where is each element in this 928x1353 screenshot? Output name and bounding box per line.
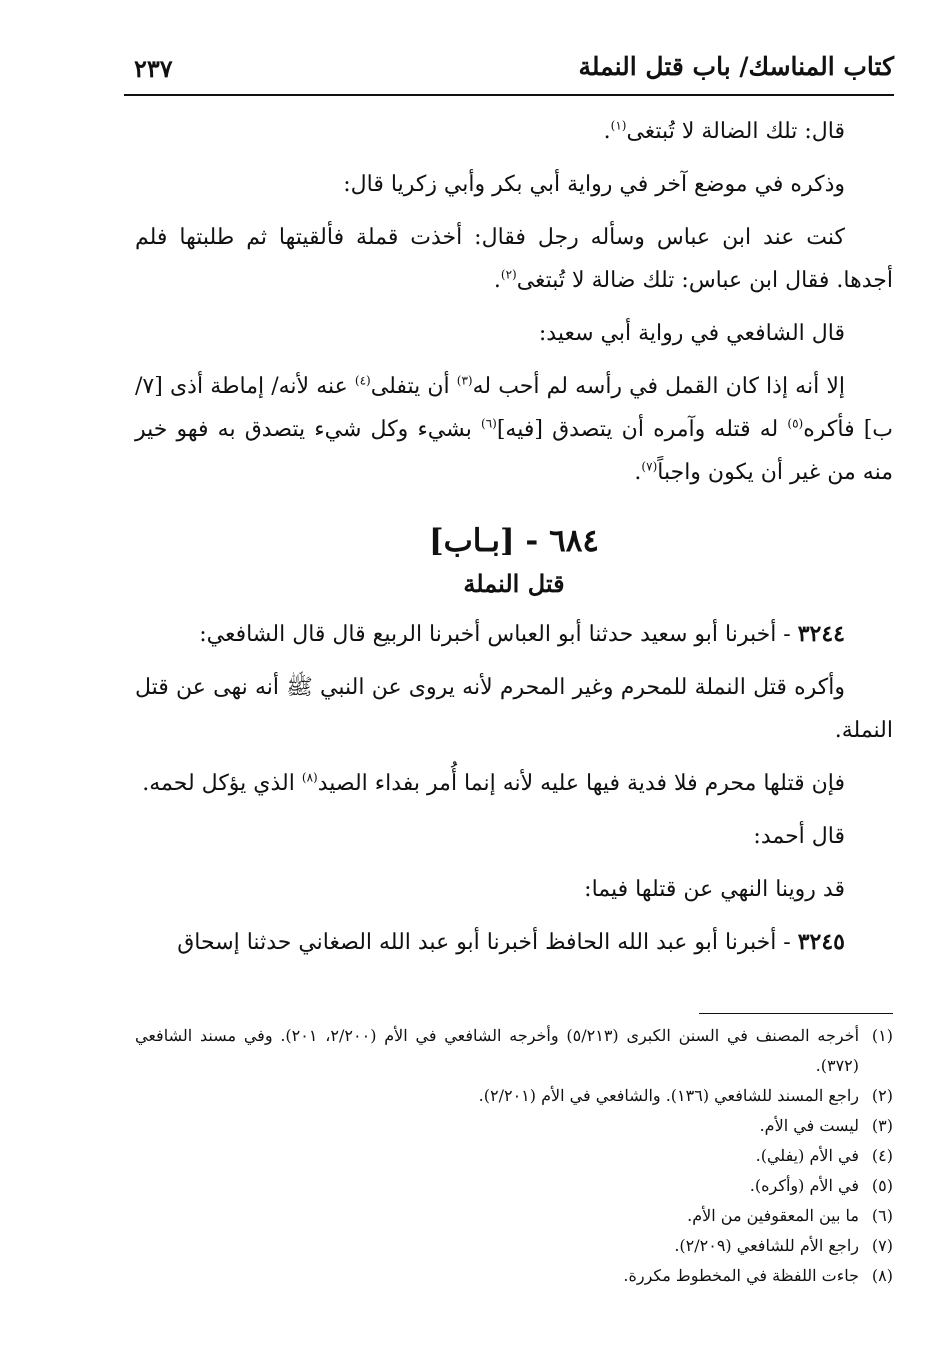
footnote-item (135, 1141, 893, 1171)
footnote-reference: (١) (610, 118, 627, 133)
paragraph-text: أن يتفلى (370, 374, 457, 399)
footnote-reference: (٥) (787, 416, 804, 431)
hadith-text: - أخبرنا أبو عبد الله الحافظ أخبرنا أبو عبد الله الصغاني حدثنا إسحاق (177, 930, 798, 955)
paragraph-punctuation: . (493, 268, 501, 293)
footnote-reference: (٧) (641, 459, 658, 474)
footnote-text: في الأم (يفلي). (755, 1146, 859, 1165)
hadith-text: - أخبرنا أبو سعيد حدثنا أبو العباس أخبرنا الربيع قال قال الشافعي: (199, 622, 798, 647)
section-subheading: قتل النملة (463, 569, 565, 598)
hadith-number: ٣٢٤٥ (797, 929, 845, 955)
paragraph: وذكره في موضع آخر في رواية أبي بكر وأبي زكريا قال: (343, 172, 845, 197)
footnote-reference: (٢) (500, 267, 517, 282)
footnote-text: أخرجه المصنف في السنن الكبرى (٥/٢١٣) وأخرجه الشافعي في الأم (٢/٢٠٠، ٢٠١). وفي مسند الشافعي (٣٧٢). (135, 1026, 860, 1075)
paragraph: قال الشافعي في رواية أبي سعيد: (538, 321, 845, 346)
footnote-text: ليست في الأم. (759, 1116, 859, 1135)
paragraph: قال أحمد: (753, 824, 845, 849)
hadith-entry (135, 921, 893, 964)
footnote-text: راجع المسند للشافعي (١٣٦). والشافعي في الأم (٢/٢٠١). (478, 1086, 859, 1105)
paragraph-text: الذي يؤكل لحمه. (142, 771, 302, 796)
footnote-reference: (٦) (481, 416, 497, 431)
footnote-text: جاءت اللفظة في المخطوط مكررة. (623, 1266, 859, 1285)
paragraph-text: عنه لأنه/ إماطة أذى [٧/ ب] فأكره (135, 374, 894, 442)
paragraph: وأكره قتل النملة للمحرم وغير المحرم لأنه يروى عن النبي ﷺ أنه نهى عن قتل النملة. (135, 675, 893, 743)
paragraph (135, 365, 893, 494)
page-number: ٢٣٧ (134, 54, 173, 83)
paragraph: قد روينا النهي عن قتلها فيما: (584, 877, 845, 902)
footnote-text: ما بين المعقوفين من الأم. (687, 1206, 859, 1225)
footnote-item (135, 1201, 893, 1231)
footnote-number: (٣) (871, 1116, 893, 1135)
footnote-number: (٢) (871, 1086, 893, 1105)
paragraph (135, 110, 893, 153)
footnote-item (135, 1231, 893, 1261)
footnote-item (135, 1021, 893, 1081)
footnote-number: (٨) (871, 1266, 893, 1285)
footnote-item (135, 1081, 893, 1111)
running-title: كتاب المناسك/ باب قتل النملة (578, 52, 894, 81)
paragraph-text: كنت عند ابن عباس وسأله رجل فقال: أخذت قملة فألقيتها ثم طلبتها فلم أجدها. فقال ابن عباس: تلك ضالة لا تُبتغى (135, 225, 893, 293)
footnote-number: (٥) (871, 1176, 893, 1195)
footnote-item (135, 1261, 893, 1291)
hadith-entry (135, 613, 893, 656)
paragraph-punctuation: . (603, 119, 611, 144)
footnotes (135, 1021, 893, 1311)
main-text (135, 110, 893, 1010)
section-heading: ٦٨٤ - [بـاب] (428, 523, 600, 559)
footnote-item (135, 1111, 893, 1141)
footnote-number: (٤) (871, 1146, 893, 1165)
footnote-reference: (٨) (301, 770, 318, 785)
hadith-number: ٣٢٤٤ (797, 621, 845, 647)
footnote-reference: (٣) (456, 373, 473, 388)
footnote-reference: (٤) (354, 373, 371, 388)
paragraph (135, 762, 893, 805)
page-header (124, 40, 894, 96)
paragraph-punctuation: . (634, 460, 642, 485)
paragraph (135, 216, 893, 302)
footnote-text: في الأم (وأكره). (749, 1176, 859, 1195)
paragraph-text: له قتله وآمره أن يتصدق [فيه] (496, 417, 788, 442)
footnote-number: (٦) (871, 1206, 893, 1225)
paragraph-text: قال: تلك الضالة لا تُبتغى (626, 119, 845, 144)
paragraph-text: إلا أنه إذا كان القمل في رأسه لم أحب له (472, 374, 845, 399)
paragraph-text: فإن قتلها محرم فلا فدية فيها عليه لأنه إنما أُمر بفداء الصيد (317, 771, 845, 796)
footnote-number: (٧) (871, 1236, 893, 1255)
footnote-item (135, 1171, 893, 1201)
paragraph-text: بشيء وكل شيء يتصدق به فهو خير منه من غير أن يكون واجباً (135, 417, 893, 485)
footnote-number: (١) (871, 1026, 893, 1045)
footnote-separator (699, 1013, 893, 1014)
footnote-text: راجع الأم للشافعي (٢/٢٠٩). (674, 1236, 859, 1255)
